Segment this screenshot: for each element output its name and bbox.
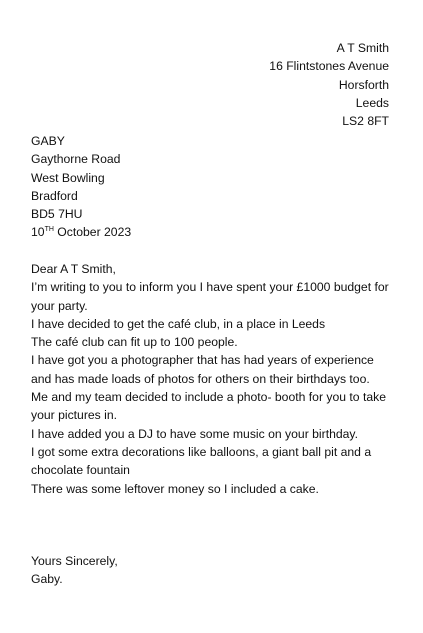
- sender-address: [269, 39, 389, 130]
- sender-postcode: LS2 8FT: [342, 114, 389, 129]
- date-suffix: TH: [44, 226, 54, 234]
- signature: Gaby.: [31, 572, 63, 587]
- paragraph: I have got you a photographer that has had years of experience and has made loads of photos for others on their birthdays too.: [31, 353, 374, 386]
- letter-date: [31, 223, 131, 241]
- recipient-area: West Bowling: [31, 170, 105, 185]
- sender-street: 16 Flintstones Avenue: [269, 59, 389, 74]
- salutation: Dear A T Smith,: [31, 262, 116, 276]
- sender-area: Horsforth: [338, 77, 389, 92]
- paragraph: The café club can fit up to 100 people.: [31, 335, 238, 350]
- recipient-city: Bradford: [31, 188, 78, 203]
- paragraph: I have decided to get the café club, in a place in Leeds: [31, 316, 326, 331]
- recipient-address: [31, 132, 131, 242]
- sender-name: A T Smith: [336, 41, 389, 55]
- date-month-year: October 2023: [53, 225, 132, 240]
- sign-off: Yours Sincerely,: [31, 554, 118, 568]
- letter-body: [31, 260, 391, 498]
- letter-closing: [31, 552, 118, 589]
- recipient-name: GABY: [31, 134, 65, 148]
- paragraph: There was some leftover money so I included a cake.: [31, 481, 319, 496]
- recipient-postcode: BD5 7HU: [31, 207, 83, 222]
- paragraph: I’m writing to you to inform you I have spent your £1000 budget for your party.: [31, 280, 389, 313]
- paragraph: Me and my team decided to include a photo- booth for you to take your pictures in.: [31, 390, 387, 423]
- paragraph: I got some extra decorations like balloons, a giant ball pit and a chocolate fountain: [31, 444, 372, 478]
- paragraph: I have added you a DJ to have some music on your birthday.: [31, 426, 358, 441]
- date-day: 10: [31, 225, 45, 240]
- sender-city: Leeds: [355, 95, 389, 110]
- recipient-road: Gaythorne Road: [31, 152, 121, 167]
